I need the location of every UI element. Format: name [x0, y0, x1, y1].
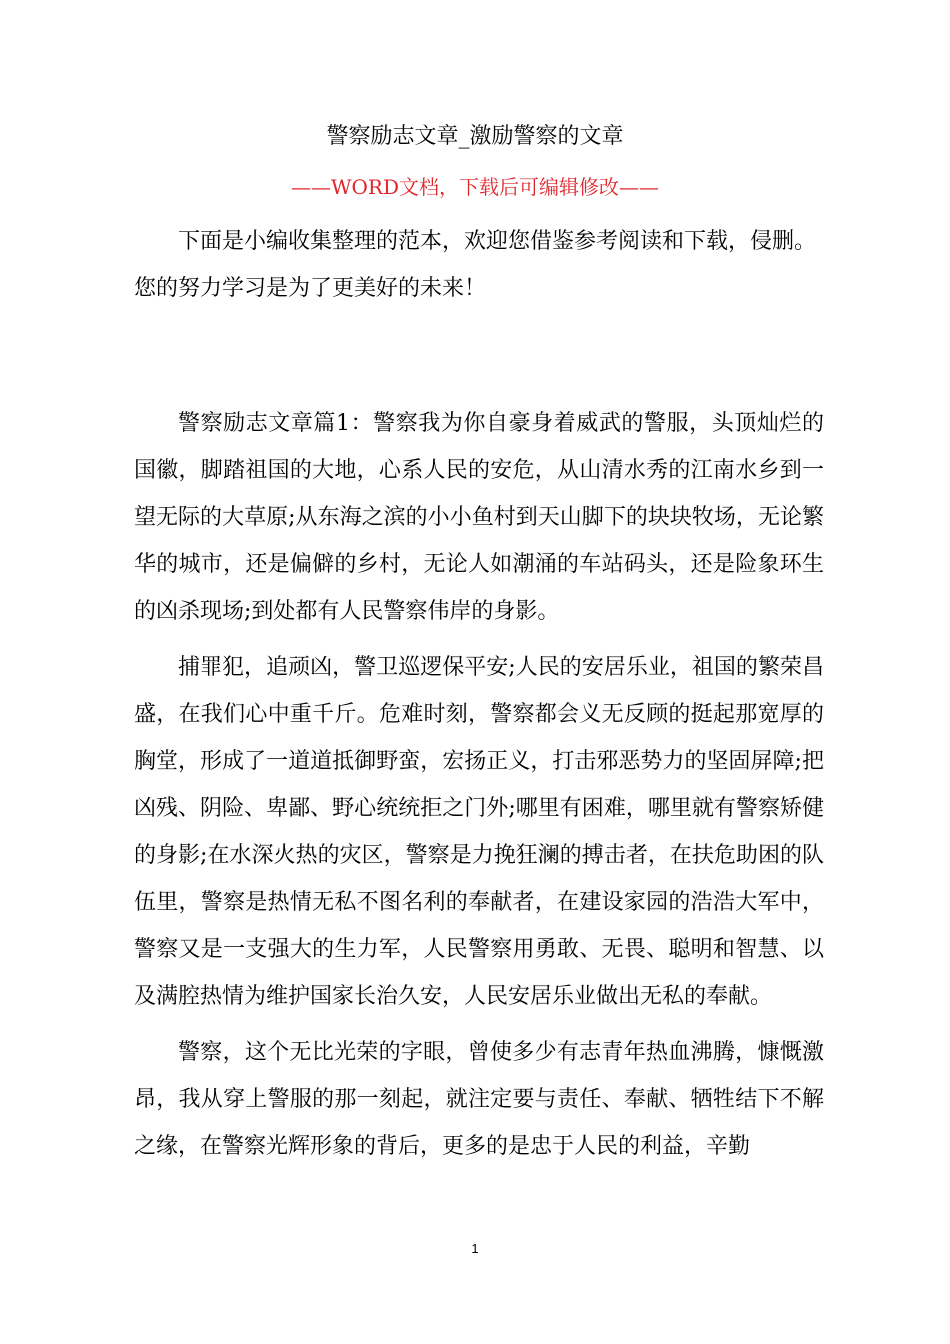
body-paragraph-1: 警察励志文章篇1：警察我为你自豪身着威武的警服，头顶灿烂的国徽，脚踏祖国的大地，心系人民的安危，从山清水秀的江南水乡到一望无际的大草原;从东海之滨的小小鱼村到天山脚下的块块牧场，无论繁华的城市，还是偏僻的乡村，无论人如潮涌的车站码头，还是险象环生的凶杀现场;到处都有人民警察伟岸的身影。: [134, 411, 824, 624]
page-number: 1: [471, 1241, 479, 1256]
document-subtitle: ——WORD文档，下载后可编辑修改——: [290, 175, 660, 199]
body-paragraph-3: 警察，这个无比光荣的字眼，曾使多少有志青年热血沸腾，慷慨激昂，我从穿上警服的那一刻起，就注定要与责任、奉献、牺牲结下不解之缘，在警察光辉形象的背后，更多的是忠于人民的利益，辛勤: [134, 1040, 824, 1159]
intro-paragraph: 下面是小编收集整理的范本，欢迎您借鉴参考阅读和下载，侵删。: [178, 229, 817, 254]
document-title: 警察励志文章_激励警察的文章: [326, 124, 624, 149]
intro-paragraph-continuation: 您的努力学习是为了更美好的未来！: [134, 276, 487, 301]
blank-line: [134, 312, 824, 400]
document-body: [134, 218, 824, 1170]
body-paragraph-2: 捕罪犯，追顽凶，警卫巡逻保平安;人民的安居乐业，祖国的繁荣昌盛，在我们心中重千斤。危难时刻，警察都会义无反顾的挺起那宽厚的胸堂，形成了一道道抵御野蛮，宏扬正义，打击邪恶势力的坚固屏障;把凶残、阴险、卑鄙、野心统统拒之门外;哪里有困难，哪里就有警察矫健的身影;在水深火热的灾区，警察是力挽狂澜的搏击者，在扶危助困的队伍里，警察是热情无私不图名利的奉献者，在建设家园的浩浩大军中，警察又是一支强大的生力军，人民警察用勇敢、无畏、聪明和智慧、以及满腔热情为维护国家长治久安，人民安居乐业做出无私的奉献。: [134, 655, 824, 1009]
